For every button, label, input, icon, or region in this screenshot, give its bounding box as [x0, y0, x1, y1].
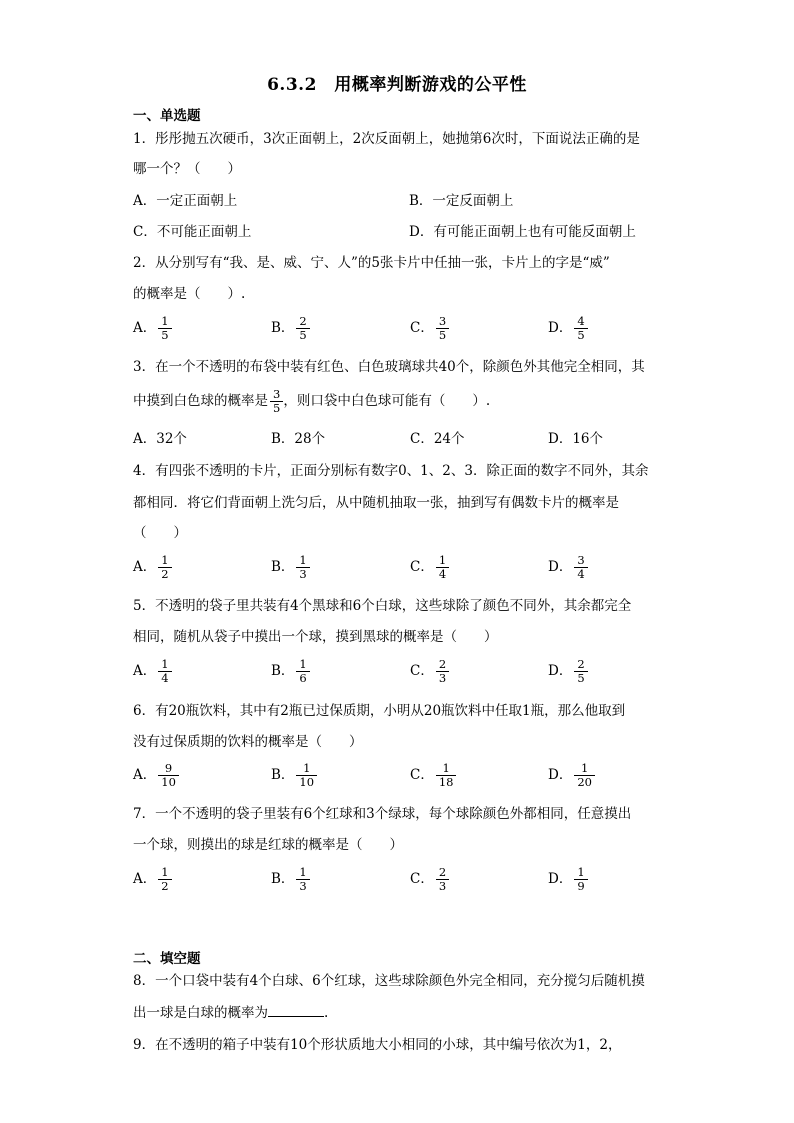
question-4-option-d: [548, 554, 588, 581]
question-2-option-d: [548, 315, 588, 342]
fraction: $\frac{1}{4}$: [436, 554, 449, 581]
fraction: $\frac{4}{5}$: [574, 315, 587, 342]
question-2-text: 2．从分别写有“我、是、威、宁、人”的5张卡片中任抽一张，卡片上的字是“威”: [133, 255, 610, 271]
question-2-option-c: [410, 315, 449, 342]
question-3-option-c: C．24个: [410, 431, 465, 447]
question-3-option-a: A．32个: [133, 431, 187, 447]
option-label: B．: [271, 320, 295, 336]
fraction: $\frac{9}{10}$: [158, 762, 179, 789]
question-1-option-a: A．一定正面朝上: [133, 193, 238, 209]
page-title: 6.3.2 用概率判断游戏的公平性: [267, 75, 527, 95]
section-heading-fill-in: 二、填空题: [133, 951, 201, 967]
fraction: $\frac{1}{2}$: [158, 866, 171, 893]
section-heading-single-choice: 一、单选题: [133, 108, 201, 124]
question-5-option-a: [133, 658, 172, 685]
option-label: D．: [548, 320, 573, 336]
fraction: $\frac{3}{4}$: [574, 554, 587, 581]
question-4-option-a: [133, 554, 172, 581]
fraction: $\frac{1}{20}$: [574, 762, 595, 789]
question-7-text: 7．一个不透明的袋子里装有6个红球和3个绿球，每个球除颜色外都相同，任意摸出: [133, 806, 632, 822]
fraction: $\frac{1}{3}$: [296, 866, 309, 893]
option-label: A．: [133, 559, 157, 575]
question-5-option-d: [548, 658, 588, 685]
fraction: $\frac{2}{5}$: [296, 315, 309, 342]
fraction: $\frac{1}{9}$: [574, 866, 587, 893]
fraction: $\frac{1}{6}$: [296, 658, 309, 685]
option-label: A．: [133, 320, 157, 336]
question-1-option-c: C．不可能正面朝上: [133, 224, 252, 240]
question-6-text: 6．有20瓶饮料，其中有2瓶已过保质期，小明从20瓶饮料中任取1瓶，那么他取到: [133, 703, 626, 719]
option-label: C．: [410, 559, 434, 575]
question-3-text-cont: 中摸到白色球的概率是 $\frac{3}{5}$ ，则口袋中白色球可能有（ ）.: [133, 387, 491, 415]
question-5-option-c: [410, 658, 449, 685]
option-label: A．: [133, 871, 157, 887]
option-label: D．: [548, 871, 573, 887]
option-label: D．: [548, 767, 573, 783]
option-label: B．: [271, 767, 295, 783]
option-label: A．: [133, 767, 157, 783]
question-4-text-cont-2: （ ）: [133, 525, 187, 541]
question-1-option-b: B．一定反面朝上: [409, 193, 514, 209]
fraction: $\frac{1}{5}$: [158, 315, 171, 342]
question-6-option-d: [548, 762, 595, 789]
question-4-text-cont: 都相同．将它们背面朝上洗匀后，从中随机抽取一张，抽到写有偶数卡片的概率是: [133, 495, 619, 511]
question-1-text: 1．彤彤抛五次硬币，3次正面朝上，2次反面朝上，她抛第6次时，下面说法正确的是: [133, 131, 640, 147]
question-8-text-cont: 出一球是白球的概率为 .: [133, 1005, 329, 1021]
answer-blank: [268, 1004, 324, 1017]
question-1-option-d: D．有可能正面朝上也有可能反面朝上: [409, 224, 636, 240]
question-7-text-cont: 一个球，则摸出的球是红球的概率是（ ）: [133, 837, 403, 853]
fraction: $\frac{1}{2}$: [158, 554, 171, 581]
question-4-text: 4．有四张不透明的卡片，正面分别标有数字0、1、2、3．除正面的数字不同外，其余: [133, 463, 649, 479]
fraction: $\frac{3}{5}$: [270, 388, 283, 415]
question-9-text: 9．在不透明的箱子中装有10个形状质地大小相同的小球，其中编号依次为1，2，: [133, 1037, 622, 1053]
fraction: $\frac{1}{4}$: [158, 658, 171, 685]
question-3-option-b: B．28个: [271, 431, 326, 447]
fraction: $\frac{2}{5}$: [574, 658, 587, 685]
fraction: $\frac{3}{5}$: [436, 315, 449, 342]
question-7-option-c: [410, 866, 449, 893]
fraction: $\frac{1}{18}$: [436, 762, 457, 789]
question-3-option-d: D．16个: [548, 431, 604, 447]
question-6-text-cont: 没有过保质期的饮料的概率是（ ）: [133, 734, 363, 750]
option-label: C．: [410, 767, 434, 783]
question-8-text: 8．一个口袋中装有4个白球、6个红球，这些球除颜色外完全相同，充分搅匀后随机摸: [133, 973, 645, 989]
question-5-option-b: [271, 658, 310, 685]
question-6-option-b: [271, 762, 317, 789]
question-7-option-d: [548, 866, 588, 893]
question-6-option-c: [410, 762, 456, 789]
option-label: D．: [548, 663, 573, 679]
question-2-option-a: [133, 315, 172, 342]
question-5-text-cont: 相同，随机从袋子中摸出一个球，摸到黑球的概率是（ ）: [133, 629, 498, 645]
option-label: B．: [271, 559, 295, 575]
question-7-option-b: [271, 866, 310, 893]
option-label: B．: [271, 663, 295, 679]
option-label: B．: [271, 871, 295, 887]
option-label: C．: [410, 871, 434, 887]
option-label: C．: [410, 663, 434, 679]
question-1-text-cont: 哪一个？（ ）: [133, 161, 241, 177]
option-label: D．: [548, 559, 573, 575]
question-7-option-a: [133, 866, 172, 893]
question-2-option-b: [271, 315, 310, 342]
question-3-text: 3．在一个不透明的布袋中装有红色、白色玻璃球共40个，除颜色外其他完全相同，其: [133, 359, 645, 375]
fraction: $\frac{2}{3}$: [436, 658, 449, 685]
question-6-option-a: [133, 762, 179, 789]
fraction: $\frac{2}{3}$: [436, 866, 449, 893]
question-4-option-c: [410, 554, 449, 581]
option-label: C．: [410, 320, 434, 336]
fraction: $\frac{1}{10}$: [296, 762, 317, 789]
question-2-text-cont: 的概率是（ ）.: [133, 286, 246, 302]
option-label: A．: [133, 663, 157, 679]
question-4-option-b: [271, 554, 310, 581]
fraction: $\frac{1}{3}$: [296, 554, 309, 581]
question-5-text: 5．不透明的袋子里共装有4个黑球和6个白球，这些球除了颜色不同外，其余都完全: [133, 598, 632, 614]
